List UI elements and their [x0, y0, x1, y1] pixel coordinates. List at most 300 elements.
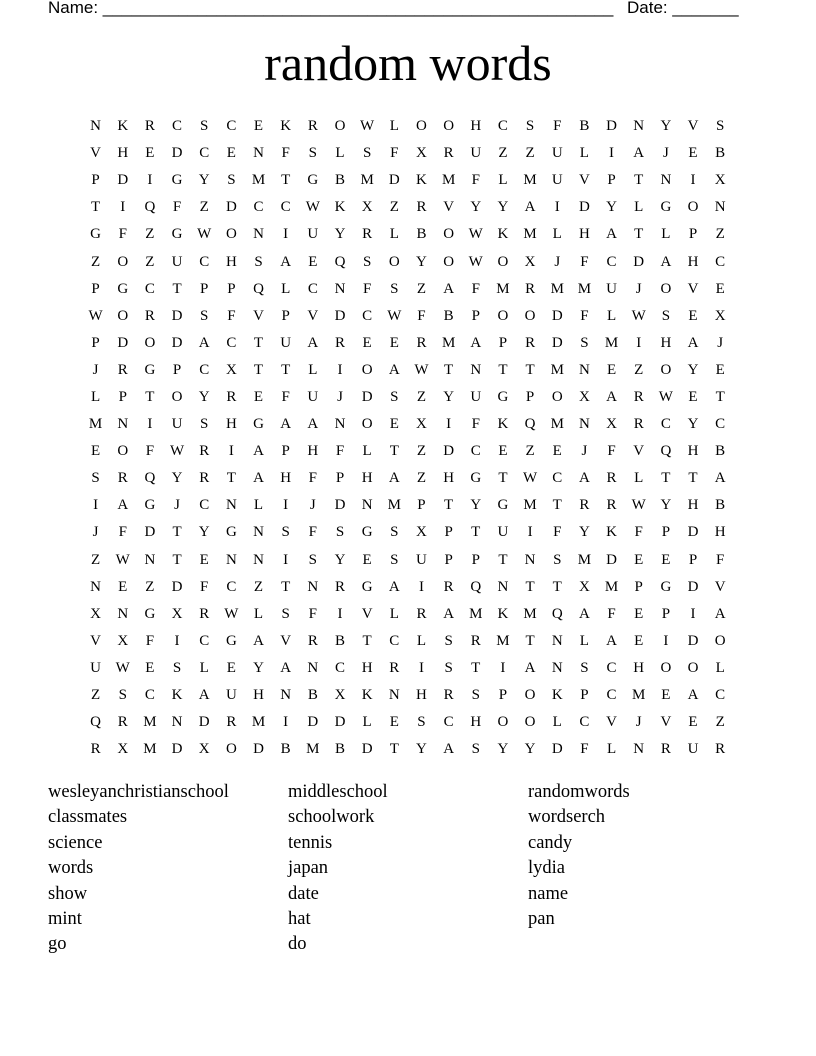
grid-row: [82, 276, 734, 303]
grid-letter: B: [443, 307, 454, 324]
grid-letter: R: [307, 632, 318, 649]
grid-letter: D: [334, 307, 346, 324]
grid-letter: H: [416, 687, 427, 704]
grid-letter: F: [335, 443, 345, 460]
grid-letter: F: [308, 470, 317, 487]
grid-letter: L: [389, 226, 399, 243]
grid-letter: P: [580, 687, 589, 704]
grid-letter: T: [444, 361, 454, 378]
grid-letter: C: [552, 470, 563, 487]
grid-letter: O: [416, 118, 427, 135]
grid-letter: U: [606, 280, 617, 297]
grid-letter: P: [498, 334, 508, 351]
grid-letter: T: [389, 741, 399, 758]
grid-letter: M: [550, 361, 564, 378]
grid-letter: I: [283, 497, 289, 514]
grid-letter: J: [174, 497, 180, 514]
grid-letter: A: [714, 605, 726, 622]
grid-letter: R: [416, 334, 427, 351]
grid-letter: N: [470, 361, 482, 378]
grid-row: [82, 330, 734, 357]
word-list-item: science: [48, 832, 103, 853]
grid-letter: Y: [497, 199, 509, 216]
grid-letter: V: [361, 605, 373, 622]
grid-letter: P: [417, 497, 426, 514]
grid-letter: A: [198, 334, 210, 351]
grid-letter: C: [497, 118, 508, 135]
grid-letter: C: [334, 659, 345, 676]
grid-letter: D: [633, 253, 645, 270]
grid-letter: I: [120, 199, 126, 216]
grid-letter: V: [633, 443, 645, 460]
grid-letter: T: [253, 361, 264, 378]
grid-letter: O: [171, 388, 183, 405]
date-field-label: Date: _______: [627, 0, 739, 17]
grid-letter: M: [577, 551, 592, 568]
grid-letter: D: [171, 307, 183, 324]
grid-letter: C: [715, 687, 726, 704]
grid-letter: F: [390, 145, 399, 162]
grid-letter: O: [524, 307, 536, 324]
grid-letter: R: [362, 226, 373, 243]
grid-letter: N: [225, 497, 237, 514]
grid-letter: Q: [144, 470, 156, 487]
grid-row: [82, 492, 734, 519]
word-list-item: do: [288, 934, 307, 955]
grid-letter: Z: [416, 280, 427, 297]
grid-letter: C: [606, 687, 617, 704]
word-list-item: date: [288, 883, 319, 904]
grid-letter: J: [337, 388, 343, 405]
grid-letter: A: [388, 470, 400, 487]
grid-letter: P: [335, 470, 345, 487]
word-list-item: pan: [528, 908, 555, 929]
grid-letter: C: [199, 497, 210, 514]
grid-letter: H: [361, 470, 373, 487]
grid-letter: E: [715, 361, 725, 378]
grid-row: [82, 194, 734, 221]
grid-letter: F: [308, 605, 317, 622]
grid-letter: C: [715, 416, 726, 433]
grid-letter: E: [661, 687, 671, 704]
grid-letter: M: [604, 578, 619, 595]
grid-letter: P: [91, 280, 100, 297]
grid-letter: S: [335, 524, 345, 541]
grid-letter: W: [658, 388, 673, 405]
grid-letter: X: [524, 253, 536, 270]
grid-letter: W: [522, 470, 538, 487]
grid-letter: T: [552, 578, 562, 595]
grid-letter: H: [361, 659, 373, 676]
grid-letter: K: [497, 605, 509, 622]
grid-letter: L: [199, 659, 209, 676]
grid-letter: R: [90, 741, 101, 758]
grid-letter: Y: [497, 741, 509, 758]
grid-row: [82, 140, 734, 167]
grid-letter: I: [418, 659, 424, 676]
grid-letter: M: [523, 605, 537, 622]
grid-letter: M: [523, 172, 537, 189]
grid-letter: L: [281, 280, 291, 297]
grid-letter: N: [714, 199, 726, 216]
grid-letter: T: [172, 551, 182, 568]
grid-letter: G: [307, 172, 319, 189]
grid-letter: L: [253, 497, 264, 514]
grid-letter: J: [635, 714, 642, 731]
grid-letter: D: [687, 524, 699, 541]
grid-letter: D: [687, 578, 699, 595]
grid-letter: P: [444, 551, 453, 568]
grid-letter: X: [117, 741, 129, 758]
grid-letter: B: [715, 497, 726, 514]
grid-letter: K: [497, 416, 509, 433]
grid-letter: S: [390, 524, 399, 541]
grid-letter: Z: [416, 388, 427, 405]
grid-letter: D: [334, 714, 346, 731]
grid-letter: H: [660, 334, 672, 351]
grid-letter: R: [416, 199, 427, 216]
grid-letter: G: [361, 524, 373, 541]
grid-letter: R: [525, 334, 536, 351]
grid-letter: R: [199, 605, 210, 622]
grid-letter: J: [662, 145, 669, 162]
grid-letter: O: [443, 118, 455, 135]
grid-letter: F: [145, 632, 155, 649]
grid-letter: N: [253, 145, 264, 162]
grid-letter: Y: [687, 416, 699, 433]
grid-letter: H: [470, 118, 482, 135]
grid-letter: M: [523, 226, 537, 243]
grid-letter: O: [551, 388, 563, 405]
grid-letter: L: [335, 145, 345, 162]
grid-letter: I: [554, 199, 560, 216]
grid-letter: L: [416, 632, 427, 649]
grid-letter: R: [199, 470, 210, 487]
grid-letter: T: [389, 443, 399, 460]
grid-letter: S: [254, 253, 263, 270]
grid-letter: U: [90, 659, 101, 676]
grid-letter: C: [715, 253, 726, 270]
grid-letter: P: [688, 551, 698, 568]
grid-letter: U: [307, 226, 319, 243]
grid-letter: D: [606, 118, 617, 135]
grid-letter: P: [607, 172, 616, 189]
grid-letter: N: [551, 659, 563, 676]
grid-letter: D: [334, 497, 346, 514]
grid-letter: I: [663, 632, 669, 649]
grid-letter: A: [443, 280, 455, 297]
grid-row: [82, 438, 734, 465]
grid-letter: S: [172, 659, 182, 676]
grid-letter: C: [660, 416, 671, 433]
grid-letter: G: [253, 416, 264, 433]
grid-letter: T: [471, 659, 481, 676]
grid-letter: H: [687, 443, 699, 460]
grid-letter: N: [388, 687, 400, 704]
grid-letter: O: [443, 253, 455, 270]
grid-letter: K: [334, 199, 346, 216]
grid-letter: A: [388, 361, 400, 378]
grid-letter: C: [199, 145, 210, 162]
grid-letter: G: [225, 632, 237, 649]
grid-letter: I: [609, 145, 615, 162]
grid-letter: I: [147, 172, 153, 189]
grid-letter: N: [307, 578, 319, 595]
grid-letter: G: [144, 605, 156, 622]
grid-letter: O: [660, 361, 672, 378]
grid-letter: T: [715, 388, 725, 405]
grid-letter: Z: [389, 199, 399, 216]
grid-letter: E: [634, 605, 644, 622]
grid-letter: A: [253, 470, 264, 487]
grid-letter: F: [607, 443, 616, 460]
grid-letter: P: [471, 551, 480, 568]
grid-row: [82, 655, 734, 682]
grid-letter: Z: [145, 226, 155, 243]
grid-letter: A: [280, 659, 292, 676]
grid-letter: S: [553, 551, 562, 568]
grid-letter: B: [334, 741, 345, 758]
grid-letter: V: [280, 632, 292, 649]
grid-row: [82, 113, 734, 140]
grid-letter: M: [604, 334, 619, 351]
grid-letter: P: [227, 280, 236, 297]
grid-letter: S: [281, 524, 290, 541]
grid-letter: B: [579, 118, 590, 135]
grid-letter: T: [145, 388, 155, 405]
grid-letter: I: [228, 443, 234, 460]
grid-letter: A: [606, 388, 617, 405]
grid-letter: E: [389, 334, 399, 351]
grid-letter: W: [88, 307, 103, 324]
grid-letter: Y: [443, 388, 455, 405]
word-list-item: schoolwork: [288, 807, 375, 828]
grid-letter: A: [470, 334, 482, 351]
grid-letter: J: [92, 524, 99, 541]
grid-letter: C: [470, 443, 481, 460]
grid-letter: R: [226, 388, 237, 405]
grid-letter: H: [225, 416, 237, 433]
grid-letter: K: [416, 172, 427, 189]
grid-letter: R: [117, 714, 128, 731]
grid-letter: W: [631, 307, 646, 324]
grid-letter: O: [687, 659, 699, 676]
grid-letter: G: [144, 497, 156, 514]
word-list-item: lydia: [528, 858, 565, 879]
grid-letter: S: [118, 687, 127, 704]
grid-letter: X: [334, 687, 346, 704]
grid-letter: E: [389, 416, 399, 433]
grid-letter: Z: [416, 443, 427, 460]
grid-letter: A: [687, 334, 699, 351]
grid-letter: Z: [90, 253, 101, 270]
grid-letter: C: [226, 118, 237, 135]
word-list-item: name: [528, 883, 569, 904]
grid-letter: E: [308, 253, 318, 270]
grid-letter: E: [362, 334, 372, 351]
grid-letter: G: [497, 497, 509, 514]
grid-letter: F: [580, 307, 589, 324]
grid-letter: Z: [715, 714, 725, 731]
grid-letter: P: [281, 443, 290, 460]
grid-letter: U: [497, 524, 509, 541]
grid-letter: V: [307, 307, 319, 324]
grid-letter: P: [634, 578, 643, 595]
grid-letter: B: [334, 172, 345, 189]
grid-letter: T: [634, 172, 644, 189]
grid-letter: V: [578, 172, 590, 189]
grid-letter: R: [199, 443, 210, 460]
grid-letter: C: [199, 361, 210, 378]
grid-row: [82, 303, 734, 330]
grid-letter: Y: [416, 253, 427, 270]
word-list-item: classmates: [48, 807, 128, 828]
grid-letter: N: [90, 578, 101, 595]
grid-letter: H: [687, 253, 699, 270]
grid-letter: Q: [253, 280, 264, 297]
grid-letter: N: [578, 361, 590, 378]
grid-letter: V: [443, 199, 455, 216]
grid-letter: Y: [687, 361, 699, 378]
grid-letter: U: [551, 172, 563, 189]
grid-letter: N: [633, 741, 645, 758]
grid-letter: O: [660, 659, 672, 676]
grid-letter: N: [633, 118, 645, 135]
grid-letter: B: [280, 741, 291, 758]
grid-letter: R: [443, 687, 454, 704]
grid-letter: N: [578, 416, 590, 433]
grid-letter: I: [500, 659, 506, 676]
grid-letter: U: [280, 334, 292, 351]
grid-letter: Y: [416, 741, 427, 758]
grid-letter: N: [307, 659, 319, 676]
grid-letter: N: [117, 605, 129, 622]
grid-letter: Q: [90, 714, 101, 731]
grid-letter: R: [715, 741, 726, 758]
grid-letter: Z: [416, 470, 427, 487]
grid-letter: F: [471, 280, 480, 297]
grid-letter: L: [634, 199, 644, 216]
grid-letter: I: [283, 551, 289, 568]
grid-letter: A: [307, 416, 319, 433]
grid-letter: F: [471, 416, 480, 433]
grid-letter: S: [444, 659, 453, 676]
grid-letter: L: [362, 443, 372, 460]
grid-letter: C: [280, 199, 291, 216]
grid-letter: N: [551, 632, 563, 649]
grid-letter: X: [171, 605, 183, 622]
grid-letter: U: [470, 145, 482, 162]
grid-letter: P: [661, 524, 671, 541]
grid-letter: E: [688, 388, 698, 405]
grid-letter: O: [497, 253, 509, 270]
grid-letter: T: [688, 470, 698, 487]
grid-letter: A: [714, 470, 726, 487]
grid-row: [82, 736, 734, 763]
grid-letter: N: [117, 416, 129, 433]
grid-letter: D: [551, 307, 563, 324]
grid-letter: K: [606, 524, 617, 541]
grid-letter: V: [606, 714, 617, 731]
grid-letter: H: [280, 470, 292, 487]
grid-letter: P: [661, 605, 671, 622]
grid-letter: Z: [145, 578, 155, 595]
grid-row: [82, 682, 734, 709]
grid-letter: Y: [470, 199, 482, 216]
grid-letter: E: [253, 388, 264, 405]
grid-letter: V: [90, 145, 101, 162]
grid-letter: R: [443, 145, 454, 162]
grid-letter: B: [334, 632, 345, 649]
grid-letter: O: [443, 226, 455, 243]
grid-letter: C: [579, 714, 590, 731]
word-list-item: tennis: [288, 832, 333, 853]
grid-letter: N: [524, 551, 536, 568]
grid-letter: R: [334, 578, 345, 595]
grid-letter: W: [631, 497, 646, 514]
grid-letter: K: [361, 687, 373, 704]
grid-letter: O: [524, 714, 536, 731]
grid-letter: E: [145, 145, 155, 162]
grid-letter: T: [498, 361, 508, 378]
grid-letter: R: [633, 388, 644, 405]
grid-letter: X: [361, 199, 373, 216]
grid-letter: R: [334, 334, 345, 351]
grid-letter: X: [90, 605, 101, 622]
grid-letter: P: [498, 687, 508, 704]
grid-letter: L: [552, 714, 562, 731]
grid-letter: T: [525, 578, 535, 595]
grid-letter: E: [688, 307, 698, 324]
grid-letter: S: [362, 253, 372, 270]
grid-letter: W: [115, 659, 130, 676]
grid-letter: B: [307, 687, 318, 704]
grid-letter: E: [715, 280, 725, 297]
grid-letter: O: [225, 741, 237, 758]
word-list-item: show: [48, 883, 88, 904]
word-list-item: middleschool: [288, 782, 388, 802]
grid-letter: X: [198, 741, 210, 758]
grid-letter: H: [253, 687, 264, 704]
grid-letter: I: [527, 524, 533, 541]
grid-letter: O: [334, 118, 346, 135]
grid-letter: B: [715, 443, 726, 460]
grid-letter: W: [169, 443, 185, 460]
grid-letter: F: [553, 524, 562, 541]
grid-letter: S: [444, 632, 453, 649]
grid-letter: C: [606, 659, 617, 676]
grid-letter: E: [226, 145, 236, 162]
grid-letter: F: [118, 226, 127, 243]
grid-letter: C: [226, 334, 237, 351]
grid-letter: D: [117, 334, 129, 351]
grid-letter: R: [389, 659, 400, 676]
grid-letter: K: [171, 687, 183, 704]
grid-letter: E: [362, 551, 372, 568]
grid-letter: A: [660, 253, 672, 270]
grid-row: [82, 248, 734, 275]
grid-letter: B: [416, 226, 427, 243]
grid-letter: E: [90, 443, 101, 460]
page-title: random words: [264, 35, 552, 91]
grid-letter: P: [118, 388, 127, 405]
grid-letter: W: [197, 226, 212, 243]
grid-letter: T: [226, 470, 236, 487]
grid-letter: S: [227, 172, 236, 189]
grid-letter: T: [525, 632, 535, 649]
grid-letter: R: [144, 307, 155, 324]
grid-letter: I: [690, 172, 696, 189]
